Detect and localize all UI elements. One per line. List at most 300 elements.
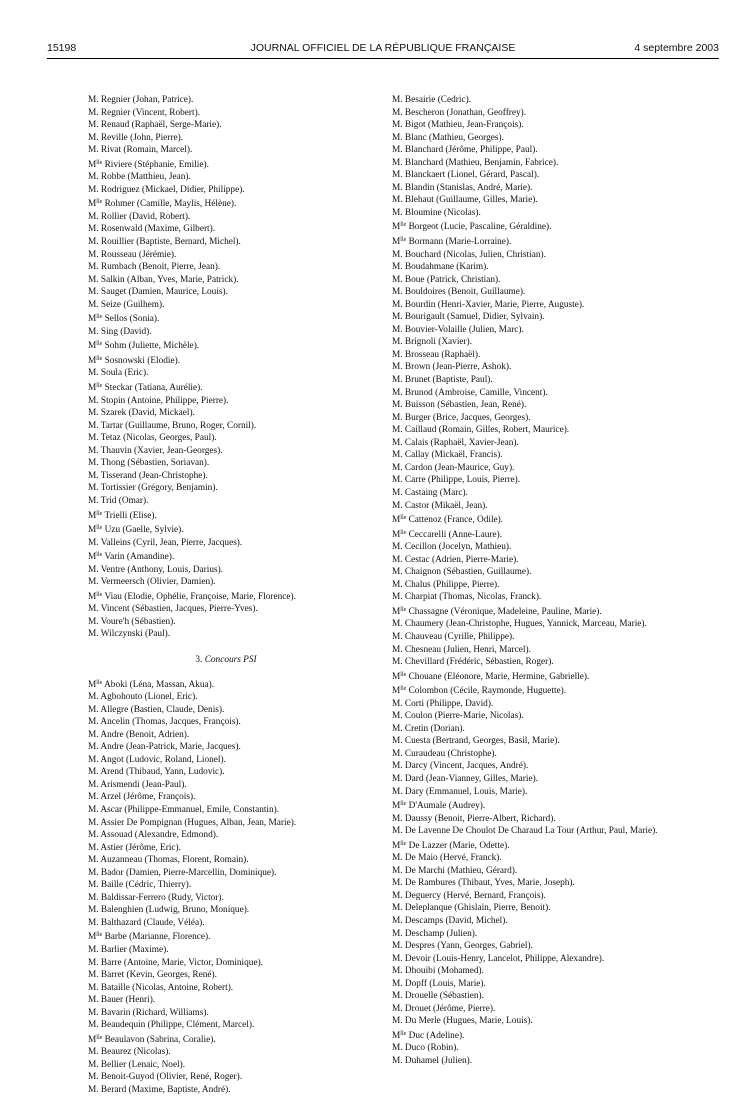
name-list-continued xyxy=(78,94,374,641)
civility-title: $M^{lle}$ xyxy=(392,671,407,682)
section-number: 3. xyxy=(195,654,203,665)
list-item xyxy=(382,399,720,412)
civility-title: M. xyxy=(88,754,99,765)
civility-title: $M^{lle}$ xyxy=(392,529,407,540)
list-item xyxy=(78,628,374,641)
person-name: Bloumine (Nicolas). xyxy=(404,207,481,218)
civility-title: M. xyxy=(392,761,403,772)
civility-title: M. xyxy=(88,792,99,803)
civility-title: M. xyxy=(392,1003,403,1014)
right-column xyxy=(382,94,720,1068)
list-item xyxy=(382,773,720,786)
person-name: Descamps (David, Michel). xyxy=(404,916,508,926)
person-name: Regnier (Johan, Patrice). xyxy=(100,95,194,105)
list-item xyxy=(78,223,374,236)
list-item xyxy=(78,564,374,577)
list-item xyxy=(78,107,374,120)
person-name: Burger (Brice, Jacques, Georges). xyxy=(404,412,531,423)
civility-title: M. xyxy=(88,1085,99,1096)
civility-title: M. xyxy=(88,804,99,815)
list-item xyxy=(78,119,374,132)
list-item xyxy=(78,326,374,339)
list-item xyxy=(382,566,720,579)
person-name: Sing (David). xyxy=(100,326,152,337)
person-name: Cattenoz (France, Odile). xyxy=(408,515,504,526)
civility-title: M. xyxy=(392,698,403,709)
list-item xyxy=(78,1059,374,1072)
person-name: Bouldoires (Benoit, Guillaume). xyxy=(404,287,526,298)
list-item xyxy=(78,854,374,867)
civility-title: M. xyxy=(392,813,403,824)
list-item xyxy=(78,420,374,433)
civility-title: M. xyxy=(88,817,99,828)
person-name: Coulon (Pierre-Marie, Nicolas). xyxy=(404,711,524,722)
list-item xyxy=(78,537,374,550)
person-name: Barret (Kevin, Georges, René). xyxy=(100,970,217,981)
person-name: Baldissar-Ferrero (Rudy, Victor). xyxy=(100,892,224,903)
list-item xyxy=(382,512,720,527)
civility-title: M. xyxy=(392,554,403,565)
person-name: Bigot (Mathieu, Jean-François). xyxy=(404,120,524,131)
name-list-psi-continued xyxy=(382,94,720,1068)
civility-title: M. xyxy=(88,564,99,575)
civility-title: M. xyxy=(392,773,403,784)
civility-title: M. xyxy=(392,865,403,876)
person-name: Agbohouto (Lionel, Eric). xyxy=(100,692,198,703)
person-name: Aboki (Léna, Massan, Akua). xyxy=(104,679,215,690)
list-item xyxy=(78,274,374,287)
list-item xyxy=(382,449,720,462)
list-item xyxy=(382,710,720,723)
civility-title: M. xyxy=(392,953,403,964)
person-name: Bourdin (Henri-Xavier, Marie, Pierre, Auguste). xyxy=(404,299,585,310)
list-item xyxy=(78,741,374,754)
civility-title: M. xyxy=(392,207,403,218)
person-name: Renaud (Raphaël, Serge-Marie). xyxy=(100,120,222,131)
person-name: Rousseau (Jérémie). xyxy=(100,249,177,260)
civility-title: $M^{lle}$ xyxy=(88,159,103,170)
list-item xyxy=(78,495,374,508)
person-name: Rohmer (Camille, Maylis, Hélène). xyxy=(104,199,237,210)
civility-title: M. xyxy=(88,537,99,548)
list-item xyxy=(78,249,374,262)
list-item xyxy=(382,234,720,249)
civility-title: M. xyxy=(392,890,403,901)
list-item xyxy=(382,644,720,657)
section-title: Concours PSI xyxy=(204,654,257,665)
list-item xyxy=(78,1019,374,1032)
person-name: Astier (Jérôme, Eric). xyxy=(100,842,181,853)
civility-title: M. xyxy=(392,711,403,722)
civility-title: M. xyxy=(88,1047,99,1058)
civility-title: M. xyxy=(88,420,99,431)
list-item xyxy=(78,1084,374,1097)
list-item xyxy=(78,616,374,629)
list-item xyxy=(382,825,720,838)
section-heading xyxy=(78,654,374,667)
list-item xyxy=(78,867,374,880)
civility-title: $M^{lle}$ xyxy=(88,679,103,690)
list-item xyxy=(382,748,720,761)
civility-title: M. xyxy=(392,723,403,734)
list-item xyxy=(382,656,720,669)
list-item xyxy=(382,437,720,450)
civility-title: M. xyxy=(392,567,403,578)
civility-title: M. xyxy=(392,487,403,498)
civility-title: M. xyxy=(88,880,99,891)
civility-title: M. xyxy=(88,1007,99,1018)
list-item xyxy=(78,677,374,692)
list-item xyxy=(382,618,720,631)
civility-title: M. xyxy=(392,145,403,156)
person-name: Ascar (Philippe-Emmanuel, Emile, Constantin). xyxy=(100,804,280,815)
person-name: Duco (Robin). xyxy=(404,1043,459,1054)
civility-title: M. xyxy=(88,629,99,640)
list-item xyxy=(382,1055,720,1068)
list-item xyxy=(382,554,720,567)
civility-title: M. xyxy=(88,729,99,740)
list-item xyxy=(382,274,720,287)
person-name: Steckar (Tatiana, Aurélie). xyxy=(104,383,203,394)
list-item xyxy=(78,445,374,458)
person-name: Varin (Amandine). xyxy=(104,552,175,563)
list-item xyxy=(78,969,374,982)
person-name: Regnier (Vincent, Robert). xyxy=(100,107,201,118)
civility-title: M. xyxy=(392,170,403,181)
civility-title: M. xyxy=(392,592,403,603)
person-name: Uzu (Gaelle, Sylvie). xyxy=(104,525,184,536)
list-item xyxy=(78,432,374,445)
list-item xyxy=(78,957,374,970)
person-name: Assier De Pompignan (Hugues, Alban, Jean, Marie). xyxy=(100,817,297,828)
list-item xyxy=(382,890,720,903)
list-item xyxy=(382,387,720,400)
person-name: Cretin (Dorian). xyxy=(404,723,465,734)
person-name: Buisson (Sébastien, Jean, René). xyxy=(404,400,527,411)
list-item xyxy=(382,669,720,684)
civility-title: M. xyxy=(88,237,99,248)
civility-title: $M^{lle}$ xyxy=(392,222,407,233)
list-item xyxy=(78,944,374,957)
list-item xyxy=(78,286,374,299)
list-item xyxy=(78,94,374,107)
civility-title: M. xyxy=(392,120,403,131)
list-item xyxy=(78,982,374,995)
person-name: Besairie (Cedric). xyxy=(404,95,472,105)
person-name: Blehaut (Guillaume, Gilles, Marie). xyxy=(404,195,538,206)
civility-title: M. xyxy=(88,917,99,928)
person-name: Rivat (Romain, Marcel). xyxy=(100,145,193,156)
person-name: Deleplanque (Ghislain, Pierre, Benoit). xyxy=(404,903,551,914)
person-name: Drouet (Jérôme, Pierre). xyxy=(404,1003,496,1014)
list-item xyxy=(78,470,374,483)
civility-title: M. xyxy=(88,145,99,156)
list-item xyxy=(78,691,374,704)
civility-title: $M^{lle}$ xyxy=(88,199,103,210)
civility-title: $M^{lle}$ xyxy=(88,355,103,366)
civility-title: M. xyxy=(88,326,99,337)
list-item xyxy=(78,457,374,470)
person-name: Caillaud (Romain, Gilles, Robert, Maurice). xyxy=(404,425,570,436)
person-name: Chouane (Eléonore, Marie, Hermine, Gabrielle). xyxy=(408,671,590,682)
list-item xyxy=(78,261,374,274)
list-item xyxy=(78,766,374,779)
civility-title: M. xyxy=(392,400,403,411)
person-name: Szarek (David, Mickael). xyxy=(100,408,195,419)
list-item xyxy=(78,311,374,326)
civility-title: M. xyxy=(88,1020,99,1031)
list-item xyxy=(382,698,720,711)
person-name: Rouillier (Baptiste, Bernard, Michel). xyxy=(100,237,241,248)
person-name: Rollier (David, Robert). xyxy=(100,211,191,222)
person-name: Angot (Ludovic, Roland, Lionel). xyxy=(100,754,226,765)
civility-title: $M^{lle}$ xyxy=(392,606,407,617)
person-name: Bouvier-Volaille (Julien, Marc). xyxy=(404,324,524,335)
person-name: Chauveau (Cyrille, Philippe). xyxy=(404,631,515,642)
civility-title: M. xyxy=(392,579,403,590)
civility-title: M. xyxy=(392,182,403,193)
civility-title: M. xyxy=(88,604,99,615)
list-item xyxy=(382,965,720,978)
civility-title: M. xyxy=(88,132,99,143)
person-name: Berard (Maxime, Baptiste, André). xyxy=(100,1085,231,1096)
person-name: Boudahmane (Karim). xyxy=(404,262,489,273)
person-name: Deguercy (Hervé, Bernard, François). xyxy=(404,890,546,901)
person-name: Bellier (Lenaic, Noel). xyxy=(100,1059,186,1070)
person-name: Chaumery (Jean-Christophe, Hugues, Yannick, Marceau, Marie). xyxy=(404,619,647,630)
person-name: Rosenwald (Maxime, Gilbert). xyxy=(100,224,216,235)
civility-title: M. xyxy=(88,299,99,310)
list-item xyxy=(78,716,374,729)
list-item xyxy=(78,482,374,495)
person-name: Bauer (Henri). xyxy=(100,995,156,1006)
person-name: Tetaz (Nicolas, Georges, Paul). xyxy=(100,433,217,444)
list-item xyxy=(382,1042,720,1055)
person-name: Chaignon (Sébastien, Guillaume). xyxy=(404,567,532,578)
person-name: Boue (Patrick, Christian). xyxy=(404,274,501,285)
civility-title: M. xyxy=(392,450,403,461)
civility-title: M. xyxy=(392,437,403,448)
civility-title: M. xyxy=(88,892,99,903)
civility-title: M. xyxy=(392,941,403,952)
page-number: 15198 xyxy=(47,42,77,54)
list-item xyxy=(382,219,720,234)
person-name: Auzanneau (Thomas, Florent, Romain). xyxy=(100,855,249,866)
civility-title: M. xyxy=(392,631,403,642)
person-name: Ceccarelli (Anne-Laure). xyxy=(408,529,503,540)
civility-title: M. xyxy=(88,957,99,968)
person-name: Tisserand (Jean-Christophe). xyxy=(100,470,208,481)
person-name: Brunod (Ambroise, Camille, Vincent). xyxy=(404,387,548,398)
list-item xyxy=(382,978,720,991)
person-name: Barre (Antoine, Marie, Victor, Dominique). xyxy=(100,957,263,968)
civility-title: M. xyxy=(392,657,403,668)
civility-title: $M^{lle}$ xyxy=(392,801,407,812)
civility-title: M. xyxy=(392,991,403,1002)
civility-title: M. xyxy=(392,425,403,436)
person-name: Seize (Guilhem). xyxy=(100,299,165,310)
person-name: Stopin (Antoine, Philippe, Pierre). xyxy=(100,395,229,406)
person-name: Balenghien (Ludwig, Bruno, Monique). xyxy=(100,905,250,916)
person-name: Blandin (Stanislas, André, Marie). xyxy=(404,182,533,193)
person-name: De Lazzer (Marie, Odette). xyxy=(408,840,510,851)
list-item xyxy=(382,798,720,813)
journal-title: JOURNAL OFFICIEL DE LA RÉPUBLIQUE FRANÇAISE xyxy=(250,42,516,54)
person-name: Voure'h (Sébastien). xyxy=(100,616,176,627)
header-rule xyxy=(47,58,719,59)
person-name: Despres (Yann, Georges, Gabriel). xyxy=(404,941,533,952)
list-item xyxy=(78,380,374,395)
list-item xyxy=(78,236,374,249)
list-item xyxy=(78,367,374,380)
list-item xyxy=(382,132,720,145)
list-item xyxy=(382,541,720,554)
list-item xyxy=(78,1071,374,1084)
person-name: Bescheron (Jonathan, Geoffrey). xyxy=(404,107,527,118)
civility-title: M. xyxy=(392,262,403,273)
list-item xyxy=(382,336,720,349)
person-name: Daussy (Benoit, Pierre-Albert, Richard). xyxy=(404,813,556,824)
person-name: Callay (Mickaël, Francis). xyxy=(404,450,503,461)
person-name: Curaudeau (Christophe). xyxy=(404,748,497,759)
list-item xyxy=(78,829,374,842)
civility-title: M. xyxy=(88,368,99,379)
civility-title: M. xyxy=(88,249,99,260)
list-item xyxy=(382,527,720,542)
list-item xyxy=(382,144,720,157)
civility-title: M. xyxy=(88,172,99,183)
civility-title: M. xyxy=(392,1016,403,1027)
civility-title: M. xyxy=(88,717,99,728)
civility-title: M. xyxy=(88,842,99,853)
civility-title: $M^{lle}$ xyxy=(88,383,103,394)
civility-title: M. xyxy=(392,462,403,473)
person-name: Ancelin (Thomas, Jacques, François). xyxy=(100,717,241,728)
person-name: Corti (Philippe, David). xyxy=(404,698,494,709)
person-name: Andre (Benoit, Adrien). xyxy=(100,729,190,740)
list-item xyxy=(382,169,720,182)
list-item xyxy=(78,196,374,211)
list-item xyxy=(382,953,720,966)
list-item xyxy=(382,579,720,592)
civility-title: M. xyxy=(88,970,99,981)
civility-title: $M^{lle}$ xyxy=(88,932,103,943)
civility-title: M. xyxy=(88,120,99,131)
person-name: Borgeot (Lucie, Pascaline, Géraldine). xyxy=(408,222,552,233)
person-name: Arismendi (Jean-Paul). xyxy=(100,779,187,790)
civility-title: M. xyxy=(88,577,99,588)
person-name: Tortissier (Grégory, Benjamin). xyxy=(100,483,218,494)
person-name: Beaurez (Nicolas). xyxy=(100,1047,171,1058)
person-name: Du Merle (Hugues, Marie, Louis). xyxy=(404,1016,533,1027)
person-name: Devoir (Louis-Henry, Lancelot, Philippe, Alexandre). xyxy=(404,953,605,964)
civility-title: M. xyxy=(392,132,403,143)
civility-title: M. xyxy=(88,767,99,778)
person-name: Trielli (Elise). xyxy=(104,510,157,521)
list-item xyxy=(78,791,374,804)
person-name: Barlier (Maxime). xyxy=(100,945,169,955)
list-item xyxy=(382,462,720,475)
page-header xyxy=(47,42,719,58)
civility-title: M. xyxy=(88,470,99,481)
person-name: Beaudequin (Philippe, Clément, Marcel). xyxy=(100,1020,255,1031)
person-name: Deschamp (Julien). xyxy=(404,928,478,939)
person-name: Andre (Jean-Patrick, Marie, Jacques). xyxy=(100,742,241,753)
person-name: De Marchi (Mathieu, Gérard). xyxy=(404,865,518,876)
list-item xyxy=(382,604,720,619)
civility-title: $M^{lle}$ xyxy=(88,552,103,563)
list-item xyxy=(78,1032,374,1047)
person-name: Bataille (Nicolas, Antoine, Robert). xyxy=(100,982,234,993)
list-item xyxy=(382,249,720,262)
list-item xyxy=(382,119,720,132)
list-item xyxy=(382,261,720,274)
civility-title: M. xyxy=(392,748,403,759)
civility-title: M. xyxy=(392,195,403,206)
person-name: Rumbach (Benoit, Pierre, Jean). xyxy=(100,262,221,273)
civility-title: M. xyxy=(392,1056,403,1067)
civility-title: M. xyxy=(392,542,403,553)
person-name: Chassagne (Véronique, Madeleine, Pauline, Marie). xyxy=(408,606,602,617)
list-item xyxy=(382,838,720,853)
list-item xyxy=(78,917,374,930)
person-name: Bouchard (Nicolas, Julien, Christian). xyxy=(404,249,546,260)
person-name: Charpiat (Thomas, Nicolas, Franck). xyxy=(404,592,542,603)
civility-title: M. xyxy=(88,742,99,753)
civility-title: $M^{lle}$ xyxy=(392,840,407,851)
person-name: Beaulavon (Sabrina, Coralie). xyxy=(104,1034,216,1045)
person-name: Chesneau (Julien, Henri, Marcel). xyxy=(404,644,531,655)
person-name: Brosseau (Raphaël). xyxy=(404,349,481,360)
list-item xyxy=(78,184,374,197)
person-name: Tartar (Guillaume, Bruno, Roger, Cornil). xyxy=(100,420,257,431)
civility-title: $M^{lle}$ xyxy=(88,510,103,521)
person-name: Bourigault (Samuel, Didier, Sylvain). xyxy=(404,312,545,323)
person-name: Calais (Raphaël, Xavier-Jean). xyxy=(404,437,519,448)
list-item xyxy=(382,107,720,120)
person-name: Castaing (Marc). xyxy=(404,487,468,498)
list-item xyxy=(382,157,720,170)
person-name: Darcy (Vincent, Jacques, André). xyxy=(404,761,529,772)
list-item xyxy=(382,865,720,878)
list-item xyxy=(78,522,374,537)
person-name: De Lavenne De Choulot De Charaud La Tour (Arthur, Paul, Marie). xyxy=(404,826,658,837)
civility-title: M. xyxy=(392,826,403,837)
person-name: Vincent (Sébastien, Jacques, Pierre-Yves). xyxy=(100,604,258,615)
civility-title: M. xyxy=(88,982,99,993)
civility-title: M. xyxy=(88,95,99,105)
person-name: Salkin (Alban, Yves, Marie, Patrick). xyxy=(100,274,239,285)
list-item xyxy=(78,576,374,589)
list-item xyxy=(78,157,374,172)
person-name: Soula (Eric). xyxy=(100,368,149,379)
list-item xyxy=(78,729,374,742)
list-item xyxy=(78,353,374,368)
list-item xyxy=(78,904,374,917)
civility-title: M. xyxy=(88,1072,99,1083)
list-item xyxy=(382,902,720,915)
civility-title: M. xyxy=(392,299,403,310)
person-name: Blanckaert (Lionel, Gérard, Pascal). xyxy=(404,170,540,181)
list-item xyxy=(78,589,374,604)
list-item xyxy=(382,1003,720,1016)
civility-title: M. xyxy=(88,495,99,506)
person-name: Sellos (Sonia). xyxy=(104,314,160,325)
list-item xyxy=(78,754,374,767)
list-item xyxy=(382,1015,720,1028)
list-item xyxy=(382,286,720,299)
person-name: Blanchard (Mathieu, Benjamin, Fabrice). xyxy=(404,157,559,168)
